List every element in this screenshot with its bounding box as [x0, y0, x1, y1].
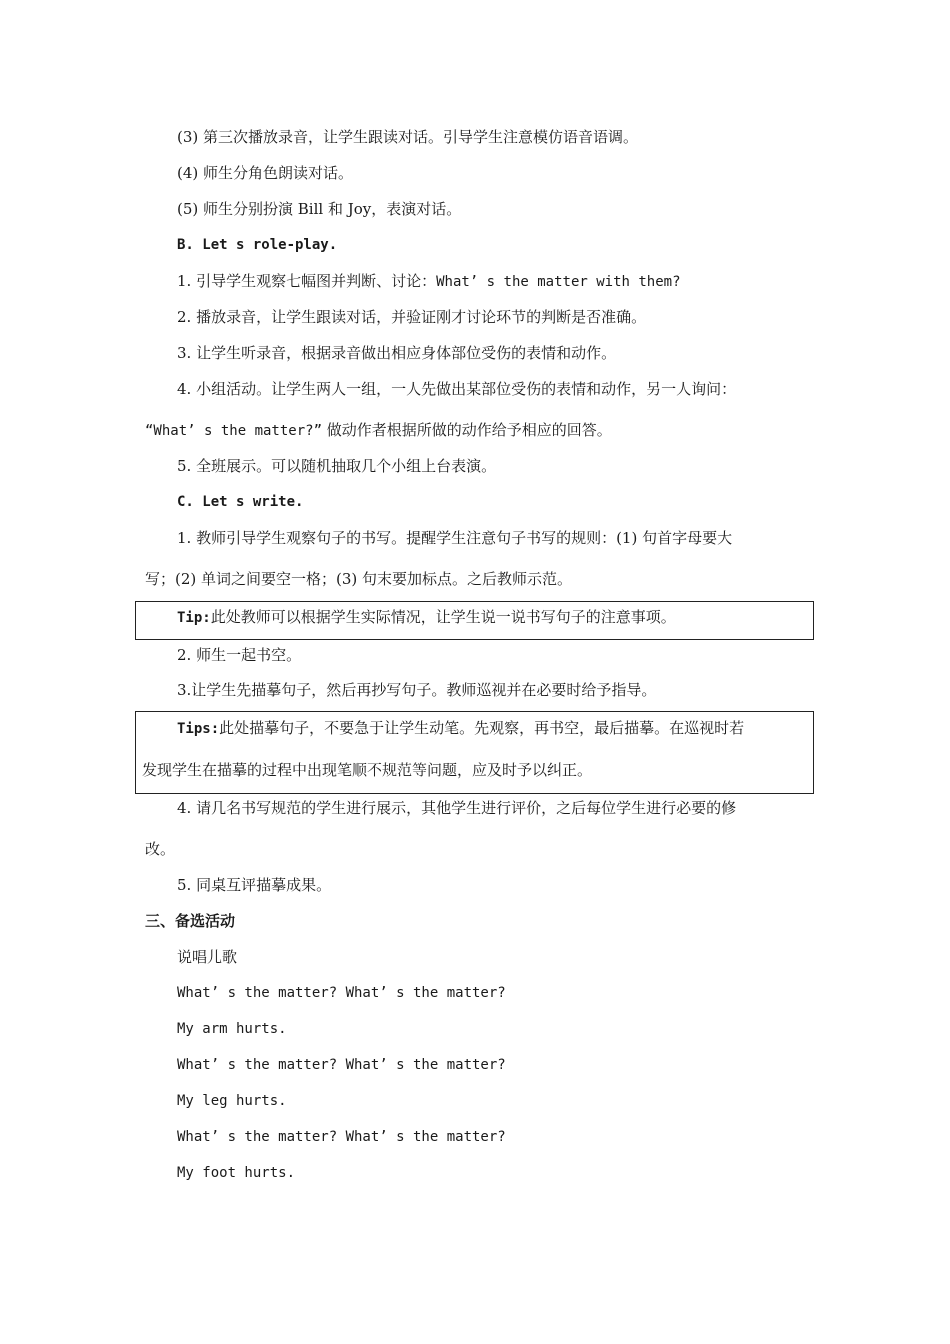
- tips-text-line2: 发现学生在描摹的过程中出现笔顺不规范等问题，应及时予以纠正。: [142, 761, 593, 779]
- tips-text-line1: 此处描摹句子，不要急于让学生动笔。先观察，再书空，最后描摹。在巡视时若: [219, 719, 745, 737]
- chant-line: My leg hurts.: [177, 1093, 287, 1109]
- section-three-heading: 三、备选活动: [145, 912, 236, 930]
- tip-box-2-line1: [177, 718, 744, 739]
- chant-line: What’ s the matter? What’ s the matter?: [177, 1129, 506, 1145]
- tip-box-1-line: [177, 607, 676, 628]
- step-a5: (5) 师生分别扮演 Bill 和 Joy，表演对话。: [177, 200, 462, 218]
- step-c5: 5. 同桌互评描摹成果。: [177, 876, 332, 894]
- chant-line: What’ s the matter? What’ s the matter?: [177, 985, 506, 1001]
- tip-box-1: [135, 601, 814, 640]
- step-c2: 2. 师生一起书空。: [177, 646, 302, 664]
- tip-label: Tip:: [177, 610, 211, 626]
- section-b-heading: B. Let s role-play.: [177, 237, 338, 253]
- step-b4-english: “What’ s the matter?”: [145, 423, 323, 439]
- tip-box-2: [135, 711, 814, 794]
- step-c3: 3.让学生先描摹句子，然后再抄写句子。教师巡视并在必要时给予指导。: [177, 681, 657, 699]
- chant-line: My foot hurts.: [177, 1165, 296, 1181]
- step-b4-line1: 4. 小组活动。让学生两人一组，一人先做出某部位受伤的表情和动作，另一人询问：: [177, 380, 737, 398]
- step-c4-line2: 改。: [145, 840, 176, 858]
- step-c1-line1: 1. 教师引导学生观察句子的书写。提醒学生注意句子书写的规则：(1) 句首字母要大: [177, 529, 733, 547]
- step-b4-rest: 做动作者根据所做的动作给予相应的回答。: [322, 421, 612, 439]
- step-c4-line1: 4. 请几名书写规范的学生进行展示，其他学生进行评价，之后每位学生进行必要的修: [177, 799, 737, 817]
- step-c1-line2: 写；(2) 单词之间要空一格；(3) 句末要加标点。之后教师示范。: [145, 570, 573, 588]
- chant-title: 说唱儿歌: [177, 948, 238, 966]
- step-b1-english: What’ s the matter with them?: [436, 274, 681, 290]
- step-a3: (3) 第三次播放录音，让学生跟读对话。引导学生注意模仿语音语调。: [177, 128, 639, 146]
- step-b2: 2. 播放录音，让学生跟读对话，并验证刚才讨论环节的判断是否准确。: [177, 308, 647, 326]
- chant-line: What’ s the matter? What’ s the matter?: [177, 1057, 506, 1073]
- step-b1-text: 1. 引导学生观察七幅图并判断、讨论：: [177, 272, 437, 290]
- tips-label: Tips:: [177, 721, 220, 737]
- tip-text: 此处教师可以根据学生实际情况，让学生说一说书写句子的注意事项。: [210, 608, 676, 626]
- step-b1: [177, 271, 681, 292]
- step-b3: 3. 让学生听录音，根据录音做出相应身体部位受伤的表情和动作。: [177, 344, 617, 362]
- section-c-heading: C. Let s write.: [177, 494, 304, 510]
- step-a4: (4) 师生分角色朗读对话。: [177, 164, 354, 182]
- step-b5: 5. 全班展示。可以随机抽取几个小组上台表演。: [177, 457, 497, 475]
- step-b4-line2: [145, 420, 612, 441]
- chant-line: My arm hurts.: [177, 1021, 287, 1037]
